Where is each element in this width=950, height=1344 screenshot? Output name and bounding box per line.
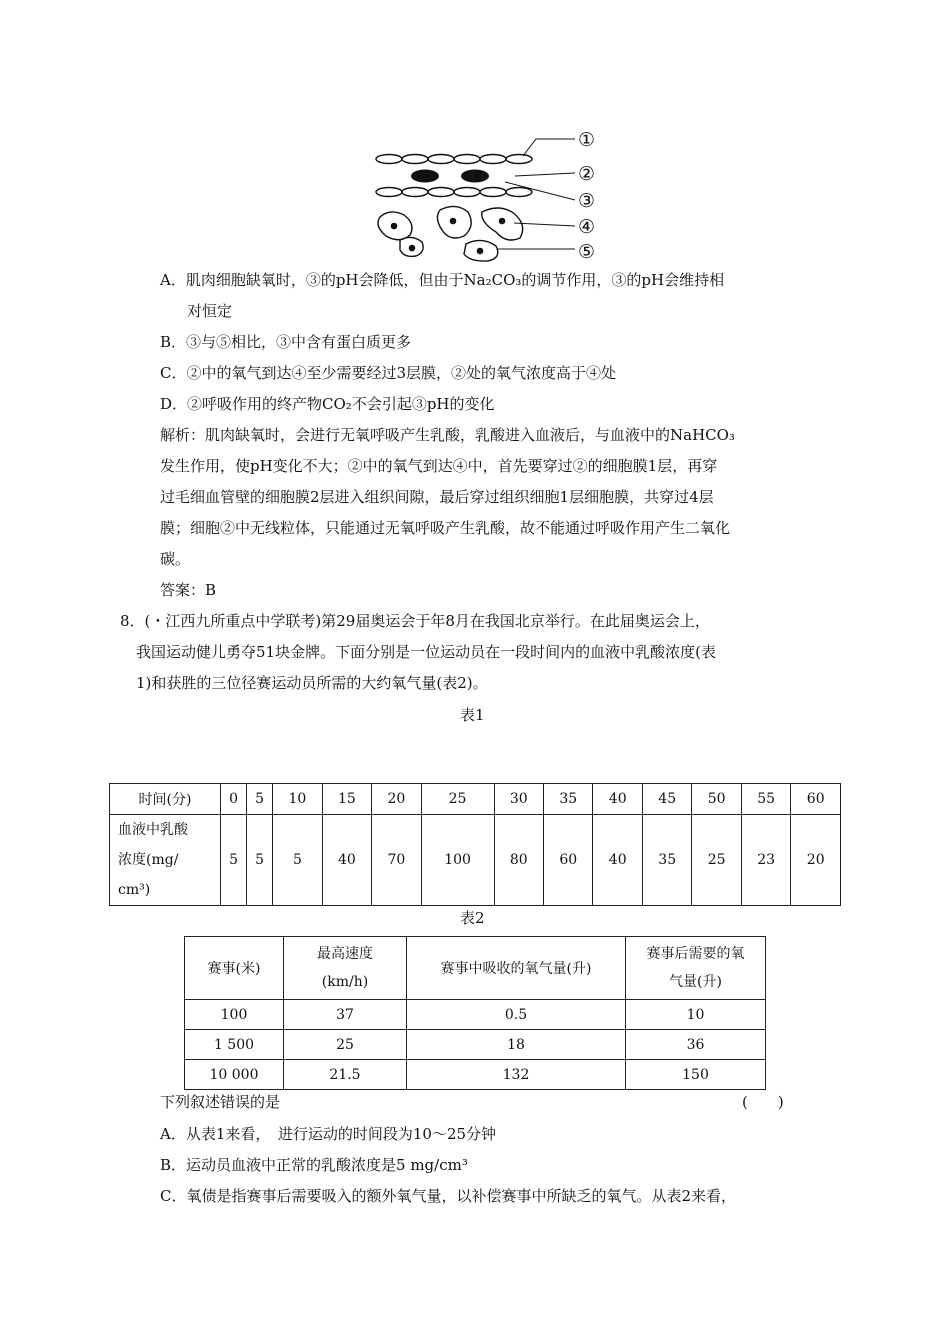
table2-cell: 36 (626, 1030, 766, 1060)
table2-cell: 1 500 (185, 1030, 284, 1060)
table1-value-cell: 5 (247, 815, 273, 906)
table2-cell: 150 (626, 1060, 766, 1090)
q7-option-c: C．②中的氧气到达④至少需要经过3层膜，②处的氧气浓度高于④处 (160, 364, 617, 382)
table1-value-cell: 60 (543, 815, 592, 906)
analysis-line-1: 解析：肌肉缺氧时，会进行无氧呼吸产生乳酸，乳酸进入血液后，与血液中的NaHCO₃ (160, 426, 735, 444)
table1-time-cell: 0 (221, 784, 247, 815)
table1-row2-header-line: 浓度(mg/ (118, 852, 179, 868)
table1-time-cell: 30 (494, 784, 543, 815)
table1-value-cell: 5 (273, 815, 322, 906)
answer-bracket: ( ) (742, 1093, 784, 1111)
table2 (184, 936, 766, 1090)
answer: 答案：B (160, 581, 217, 599)
q8-stem-line-2: 我国运动健儿勇夺51块金牌。下面分别是一位运动员在一段时间内的血液中乳酸浓度(表 (136, 643, 716, 661)
table2-header-line: 最高速度 (317, 946, 373, 962)
table2-title: 表2 (460, 909, 485, 927)
table1-value-cell: 100 (421, 815, 494, 906)
table1-value-cell: 25 (692, 815, 741, 906)
table1-time-cell: 15 (322, 784, 371, 815)
q7-option-b: B．③与⑤相比，③中含有蛋白质更多 (160, 333, 412, 351)
table1-value-cell: 35 (642, 815, 691, 906)
tissue-diagram (360, 120, 620, 265)
table2-cell: 21.5 (284, 1060, 407, 1090)
table2-header (284, 937, 407, 1000)
table1-value-row (110, 815, 841, 906)
q8-option-b: B．运动员血液中正常的乳酸浓度是5 mg/cm³ (160, 1156, 468, 1174)
table1-time-cell: 40 (593, 784, 642, 815)
table1-time-cell: 5 (247, 784, 273, 815)
table2-cell: 10 (626, 1000, 766, 1030)
tissue-cells (378, 206, 523, 261)
table2-cell: 10 000 (185, 1060, 284, 1090)
q7-option-a-line1: A．肌肉细胞缺氧时，③的pH会降低，但由于Na₂CO₃的调节作用，③的pH会维持相 (160, 271, 725, 289)
q7-option-d: D．②呼吸作用的终产物CO₂不会引起③pH的变化 (160, 395, 495, 413)
table2-row (185, 1060, 766, 1090)
table1-time-cell: 25 (421, 784, 494, 815)
table2-cell: 0.5 (407, 1000, 626, 1030)
label-4: ④ (578, 216, 596, 238)
label-1: ① (578, 129, 596, 151)
analysis-line-2: 发生作用，使pH变化不大；②中的氧气到达④中，首先要穿过②的细胞膜1层，再穿 (160, 457, 718, 475)
table1-time-cell: 20 (372, 784, 421, 815)
table1-time-cell: 35 (543, 784, 592, 815)
analysis-line-5: 碳。 (160, 550, 191, 568)
table2-header (185, 937, 284, 1000)
table1-value-cell: 40 (593, 815, 642, 906)
table2-row (185, 1000, 766, 1030)
capillary-wall-bottom (376, 188, 532, 197)
table1-time-cell: 45 (642, 784, 691, 815)
table2-row (185, 1030, 766, 1060)
table2-header-line: 赛事(米) (207, 961, 261, 977)
table2-header-line: 赛事中吸收的氧气量(升) (440, 961, 592, 977)
table2-cell: 37 (284, 1000, 407, 1030)
table1-row2-header-line: cm³) (118, 882, 151, 898)
label-2: ② (578, 163, 596, 185)
table1-row2-header (110, 815, 221, 906)
table2-cell: 25 (284, 1030, 407, 1060)
table1-row2-header-line: 血液中乳酸 (118, 822, 188, 838)
analysis-line-3: 过毛细血管壁的细胞膜2层进入组织间隙，最后穿过组织细胞1层细胞膜，共穿过4层 (160, 488, 714, 506)
table1-value-cell: 80 (494, 815, 543, 906)
q8-option-c: C．氧债是指赛事后需要吸入的额外氧气量，以补偿赛事中所缺乏的氧气。从表2来看， (160, 1187, 737, 1205)
table1-time-cell: 50 (692, 784, 741, 815)
table1-value-cell: 20 (791, 815, 841, 906)
table1-time-cell: 10 (273, 784, 322, 815)
analysis-line-4: 膜；细胞②中无线粒体，只能通过无氧呼吸产生乳酸，故不能通过呼吸作用产生二氧化 (160, 519, 731, 537)
table2-header (407, 937, 626, 1000)
q8-prompt: 下列叙述错误的是 (160, 1093, 281, 1111)
table1-time-cell: 55 (741, 784, 790, 815)
table2-header-line: 赛事后需要的氧 (646, 946, 745, 962)
label-3: ③ (578, 190, 596, 212)
table1-value-cell: 5 (221, 815, 247, 906)
table1-value-cell: 23 (741, 815, 790, 906)
table2-header (626, 937, 766, 1000)
table1 (109, 783, 841, 906)
table2-header-row (185, 937, 766, 1000)
table1-title: 表1 (460, 706, 485, 724)
table2-header-line: 气量(升) (669, 974, 722, 990)
q8-option-a: A．从表1来看， 进行运动的时间段为10～25分钟 (160, 1125, 497, 1143)
table1-value-cell: 40 (322, 815, 371, 906)
table2-cell: 100 (185, 1000, 284, 1030)
q8-stem-line-1: 8．(・江西九所重点中学联考)第29届奥运会于年8月在我国北京举行。在此届奥运会上， (120, 612, 710, 630)
table2-header-line: (km/h) (321, 974, 369, 990)
table1-row1-header: 时间(分) (110, 784, 221, 815)
q8-stem-line-3: 1)和获胜的三位径赛运动员所需的大约氧气量(表2)。 (136, 674, 488, 692)
capillary-wall-top (376, 155, 532, 164)
table1-time-cell: 60 (791, 784, 841, 815)
table2-cell: 132 (407, 1060, 626, 1090)
table2-cell: 18 (407, 1030, 626, 1060)
red-blood-cells (411, 170, 489, 183)
q7-option-a-line2: 对恒定 (187, 302, 233, 320)
label-5: ⑤ (578, 241, 596, 263)
table1-value-cell: 70 (372, 815, 421, 906)
table1-time-row (110, 784, 841, 815)
